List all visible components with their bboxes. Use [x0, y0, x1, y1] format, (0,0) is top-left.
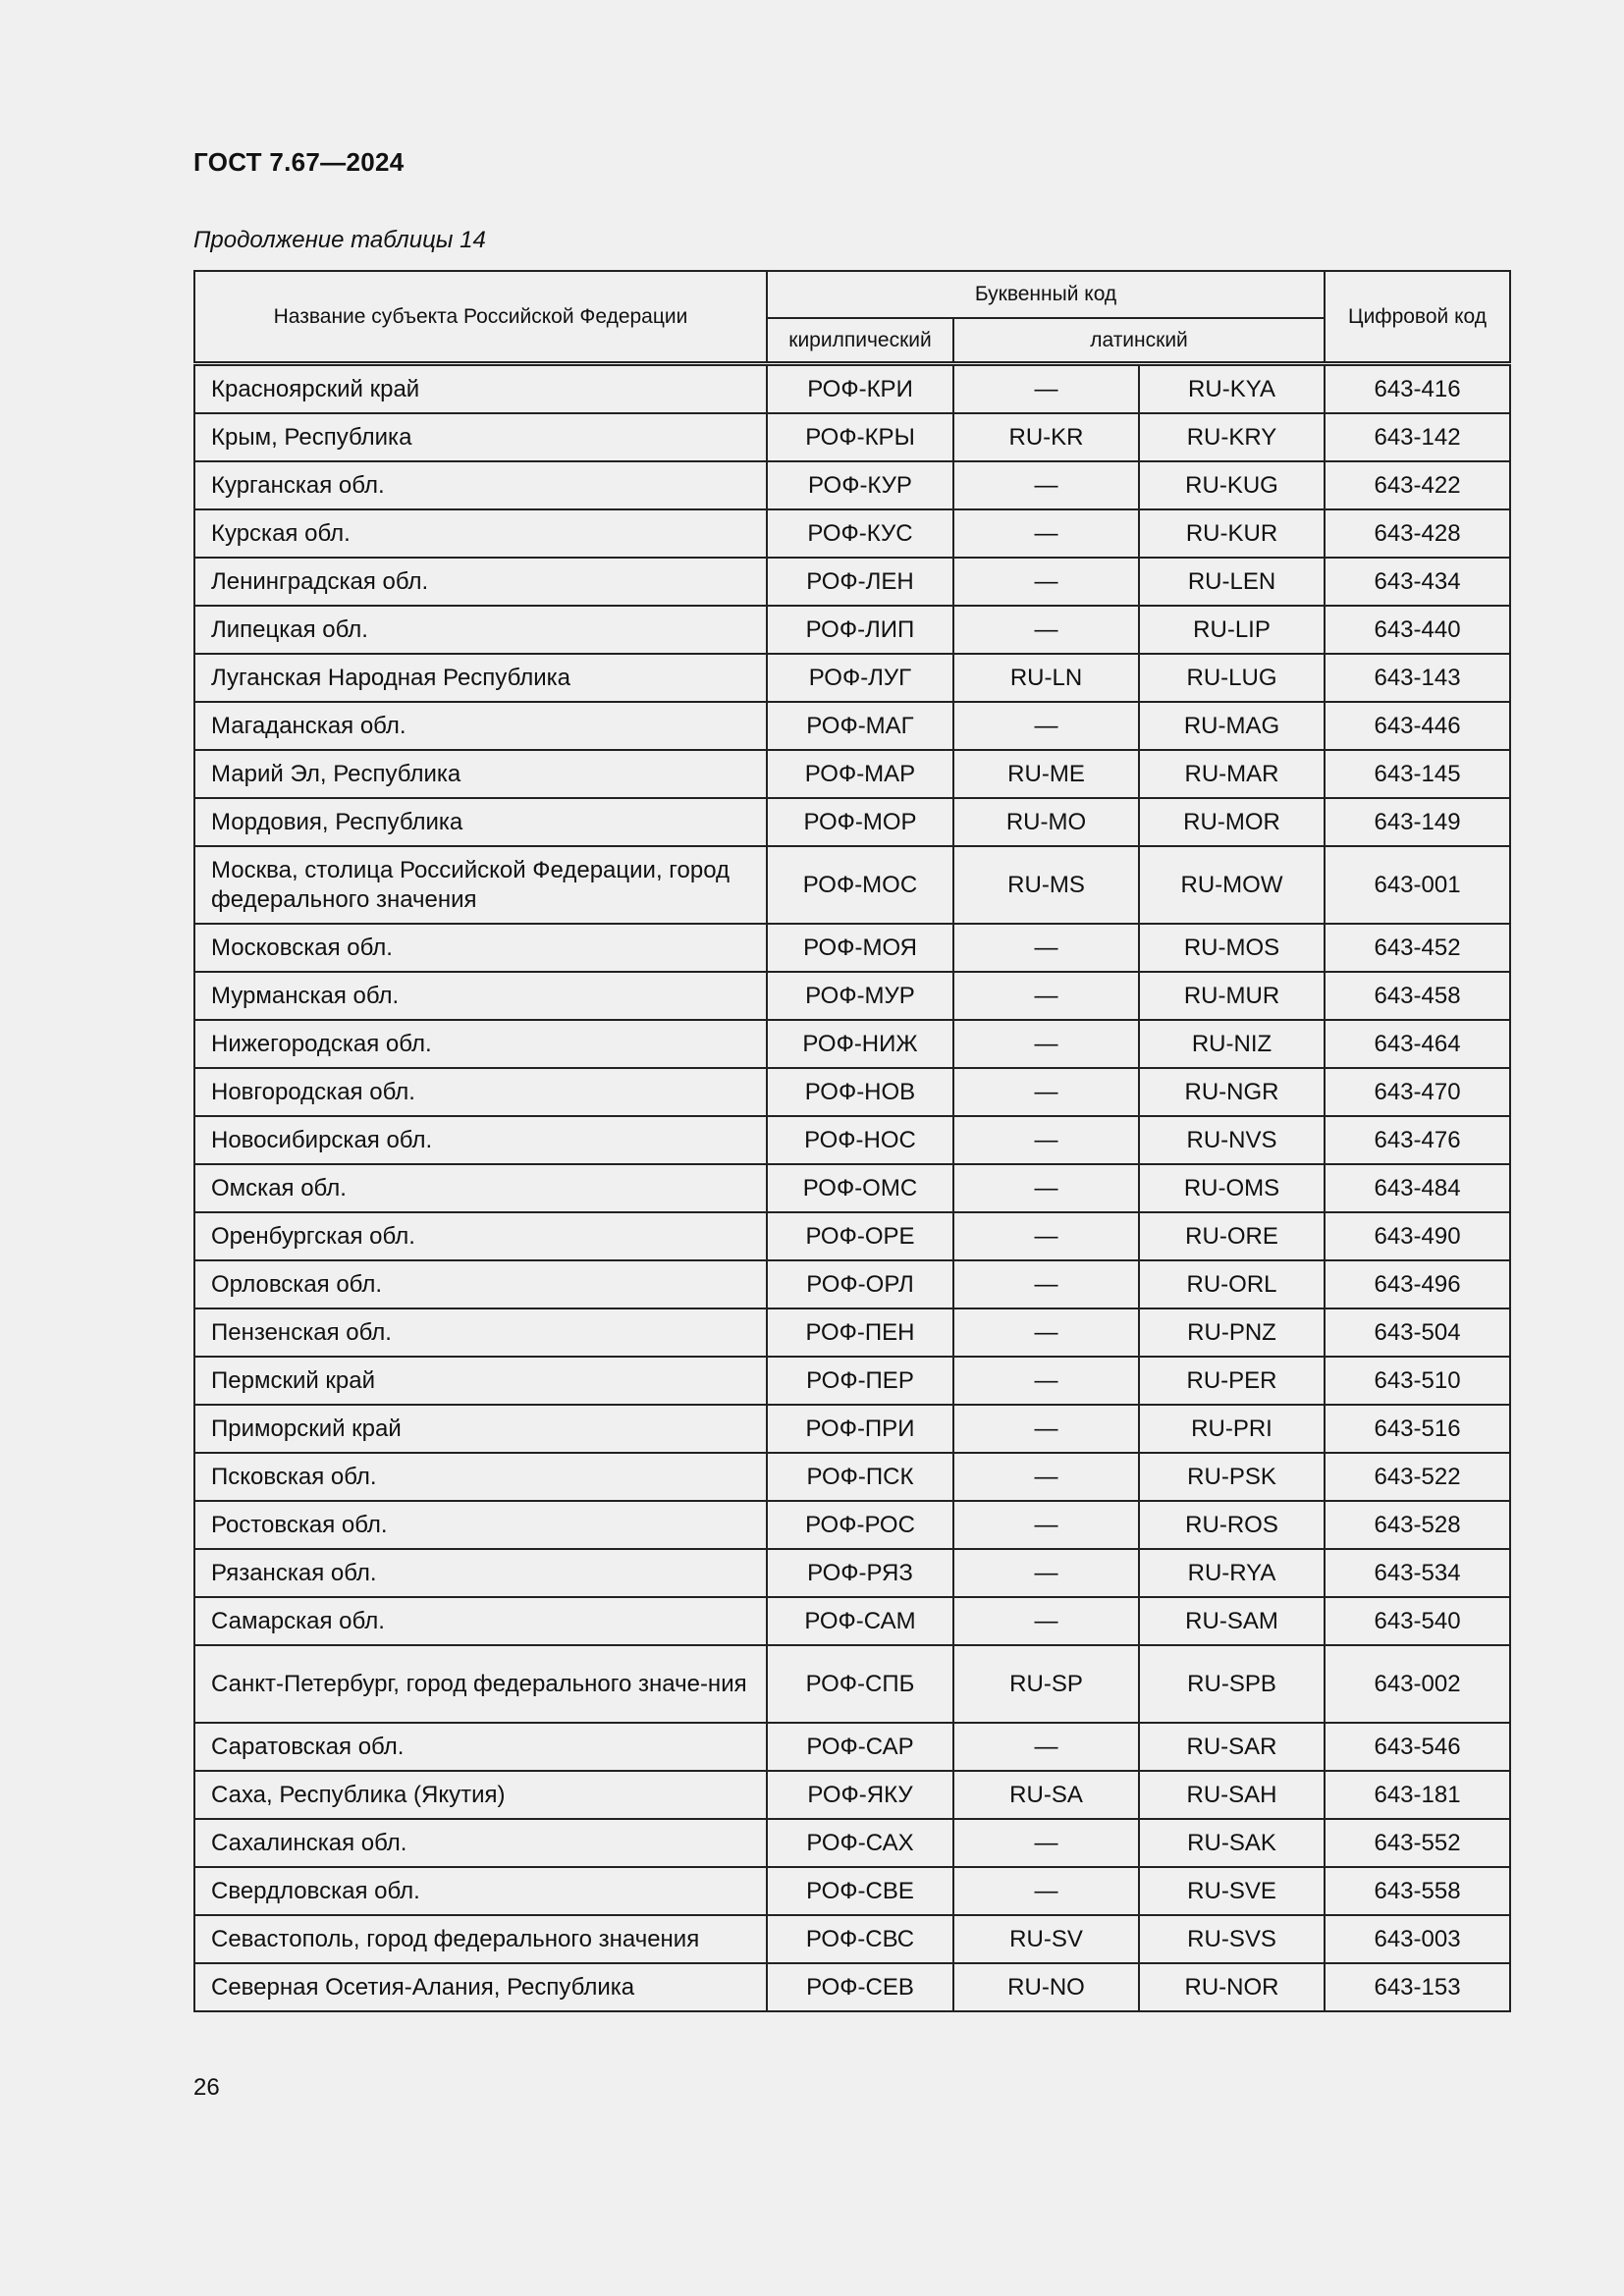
- region-name-cell: Северная Осетия-Алания, Республика: [194, 1963, 767, 2011]
- table-row: [194, 1357, 1510, 1405]
- numeric-code-cell: 643-428: [1325, 509, 1510, 558]
- latin-code-2-cell: RU-LN: [953, 654, 1139, 702]
- region-name-cell: Луганская Народная Республика: [194, 654, 767, 702]
- cyrillic-code-cell: РОФ-ПЕН: [767, 1308, 953, 1357]
- region-name-cell: Рязанская обл.: [194, 1549, 767, 1597]
- numeric-code-cell: 643-440: [1325, 606, 1510, 654]
- latin-code-2-cell: —: [953, 972, 1139, 1020]
- table-row: [194, 1915, 1510, 1963]
- region-name-cell: Нижегородская обл.: [194, 1020, 767, 1068]
- latin-code-3-cell: RU-MOR: [1139, 798, 1325, 846]
- region-name-cell: Мурманская обл.: [194, 972, 767, 1020]
- latin-code-3-cell: RU-MOW: [1139, 846, 1325, 924]
- numeric-code-cell: 643-003: [1325, 1915, 1510, 1963]
- region-name-cell: Орловская обл.: [194, 1260, 767, 1308]
- region-name-cell: Пензенская обл.: [194, 1308, 767, 1357]
- table-row: [194, 1963, 1510, 2011]
- numeric-code-cell: 643-484: [1325, 1164, 1510, 1212]
- latin-code-2-cell: —: [953, 1549, 1139, 1597]
- numeric-code-cell: 643-504: [1325, 1308, 1510, 1357]
- region-name-cell: Санкт-Петербург, город федерального значе-ния: [194, 1645, 767, 1723]
- table-row: [194, 1819, 1510, 1867]
- header-name: Название субъекта Российской Федерации: [194, 271, 767, 364]
- table-row: [194, 1549, 1510, 1597]
- table-row: [194, 972, 1510, 1020]
- latin-code-3-cell: RU-KUG: [1139, 461, 1325, 509]
- numeric-code-cell: 643-153: [1325, 1963, 1510, 2011]
- latin-code-2-cell: RU-KR: [953, 413, 1139, 461]
- region-name-cell: Ленинградская обл.: [194, 558, 767, 606]
- table-row: [194, 1116, 1510, 1164]
- regions-table: [193, 270, 1511, 2012]
- latin-code-3-cell: RU-SAR: [1139, 1723, 1325, 1771]
- region-name-cell: Крым, Республика: [194, 413, 767, 461]
- cyrillic-code-cell: РОФ-КУС: [767, 509, 953, 558]
- table-row: [194, 1723, 1510, 1771]
- latin-code-3-cell: RU-PER: [1139, 1357, 1325, 1405]
- table-row: [194, 750, 1510, 798]
- latin-code-2-cell: —: [953, 1068, 1139, 1116]
- cyrillic-code-cell: РОФ-ПРИ: [767, 1405, 953, 1453]
- table-row: [194, 1867, 1510, 1915]
- table-body: [194, 364, 1510, 2012]
- region-name-cell: Саха, Республика (Якутия): [194, 1771, 767, 1819]
- table-row: [194, 1020, 1510, 1068]
- cyrillic-code-cell: РОФ-ЯКУ: [767, 1771, 953, 1819]
- latin-code-2-cell: —: [953, 1164, 1139, 1212]
- latin-code-2-cell: —: [953, 1723, 1139, 1771]
- latin-code-3-cell: RU-OMS: [1139, 1164, 1325, 1212]
- cyrillic-code-cell: РОФ-РЯЗ: [767, 1549, 953, 1597]
- numeric-code-cell: 643-181: [1325, 1771, 1510, 1819]
- cyrillic-code-cell: РОФ-ПСК: [767, 1453, 953, 1501]
- region-name-cell: Севастополь, город федерального значения: [194, 1915, 767, 1963]
- region-name-cell: Курская обл.: [194, 509, 767, 558]
- table-row: [194, 1771, 1510, 1819]
- region-name-cell: Московская обл.: [194, 924, 767, 972]
- cyrillic-code-cell: РОФ-ОМС: [767, 1164, 953, 1212]
- numeric-code-cell: 643-452: [1325, 924, 1510, 972]
- numeric-code-cell: 643-143: [1325, 654, 1510, 702]
- numeric-code-cell: 643-540: [1325, 1597, 1510, 1645]
- latin-code-2-cell: —: [953, 364, 1139, 414]
- numeric-code-cell: 643-510: [1325, 1357, 1510, 1405]
- numeric-code-cell: 643-496: [1325, 1260, 1510, 1308]
- latin-code-3-cell: RU-KUR: [1139, 509, 1325, 558]
- cyrillic-code-cell: РОФ-ЛУГ: [767, 654, 953, 702]
- cyrillic-code-cell: РОФ-НИЖ: [767, 1020, 953, 1068]
- table-row: [194, 509, 1510, 558]
- numeric-code-cell: 643-516: [1325, 1405, 1510, 1453]
- cyrillic-code-cell: РОФ-МОС: [767, 846, 953, 924]
- region-name-cell: Липецкая обл.: [194, 606, 767, 654]
- region-name-cell: Новосибирская обл.: [194, 1116, 767, 1164]
- latin-code-3-cell: RU-SAK: [1139, 1819, 1325, 1867]
- cyrillic-code-cell: РОФ-САМ: [767, 1597, 953, 1645]
- header-cyrillic: кирилпический: [767, 318, 953, 364]
- table-row: [194, 461, 1510, 509]
- cyrillic-code-cell: РОФ-ЛЕН: [767, 558, 953, 606]
- latin-code-2-cell: —: [953, 1020, 1139, 1068]
- latin-code-2-cell: RU-SV: [953, 1915, 1139, 1963]
- numeric-code-cell: 643-522: [1325, 1453, 1510, 1501]
- cyrillic-code-cell: РОФ-МОР: [767, 798, 953, 846]
- latin-code-2-cell: RU-SA: [953, 1771, 1139, 1819]
- page-number: 26: [193, 2074, 220, 2101]
- table-row: [194, 558, 1510, 606]
- region-name-cell: Марий Эл, Республика: [194, 750, 767, 798]
- latin-code-2-cell: RU-MO: [953, 798, 1139, 846]
- latin-code-3-cell: RU-PSK: [1139, 1453, 1325, 1501]
- region-name-cell: Мордовия, Республика: [194, 798, 767, 846]
- cyrillic-code-cell: РОФ-КУР: [767, 461, 953, 509]
- numeric-code-cell: 643-546: [1325, 1723, 1510, 1771]
- region-name-cell: Курганская обл.: [194, 461, 767, 509]
- header-letter-code: Буквенный код: [767, 271, 1325, 318]
- latin-code-2-cell: —: [953, 1260, 1139, 1308]
- numeric-code-cell: 643-458: [1325, 972, 1510, 1020]
- latin-code-3-cell: RU-KYA: [1139, 364, 1325, 414]
- cyrillic-code-cell: РОФ-КРИ: [767, 364, 953, 414]
- numeric-code-cell: 643-528: [1325, 1501, 1510, 1549]
- table-row: [194, 798, 1510, 846]
- cyrillic-code-cell: РОФ-САХ: [767, 1819, 953, 1867]
- region-name-cell: Оренбургская обл.: [194, 1212, 767, 1260]
- latin-code-3-cell: RU-SVS: [1139, 1915, 1325, 1963]
- cyrillic-code-cell: РОФ-ОРЛ: [767, 1260, 953, 1308]
- numeric-code-cell: 643-558: [1325, 1867, 1510, 1915]
- region-name-cell: Ростовская обл.: [194, 1501, 767, 1549]
- latin-code-2-cell: —: [953, 1405, 1139, 1453]
- latin-code-3-cell: RU-NVS: [1139, 1116, 1325, 1164]
- numeric-code-cell: 643-416: [1325, 364, 1510, 414]
- numeric-code-cell: 643-422: [1325, 461, 1510, 509]
- cyrillic-code-cell: РОФ-САР: [767, 1723, 953, 1771]
- cyrillic-code-cell: РОФ-НОВ: [767, 1068, 953, 1116]
- cyrillic-code-cell: РОФ-СВЕ: [767, 1867, 953, 1915]
- latin-code-2-cell: —: [953, 558, 1139, 606]
- cyrillic-code-cell: РОФ-СЕВ: [767, 1963, 953, 2011]
- numeric-code-cell: 643-476: [1325, 1116, 1510, 1164]
- region-name-cell: Москва, столица Российской Федерации, город федерального значения: [194, 846, 767, 924]
- region-name-cell: Свердловская обл.: [194, 1867, 767, 1915]
- latin-code-3-cell: RU-ROS: [1139, 1501, 1325, 1549]
- header-numeric-code: Цифровой код: [1325, 271, 1510, 364]
- table-row: [194, 1453, 1510, 1501]
- table-row: [194, 1212, 1510, 1260]
- table-row: [194, 1308, 1510, 1357]
- numeric-code-cell: 643-552: [1325, 1819, 1510, 1867]
- latin-code-3-cell: RU-PNZ: [1139, 1308, 1325, 1357]
- latin-code-2-cell: —: [953, 702, 1139, 750]
- region-name-cell: Саратовская обл.: [194, 1723, 767, 1771]
- latin-code-3-cell: RU-NOR: [1139, 1963, 1325, 2011]
- cyrillic-code-cell: РОФ-МАР: [767, 750, 953, 798]
- latin-code-2-cell: —: [953, 1597, 1139, 1645]
- latin-code-2-cell: —: [953, 1501, 1139, 1549]
- latin-code-2-cell: —: [953, 1212, 1139, 1260]
- region-name-cell: Омская обл.: [194, 1164, 767, 1212]
- region-name-cell: Пермский край: [194, 1357, 767, 1405]
- latin-code-2-cell: —: [953, 1116, 1139, 1164]
- table-caption: Продолжение таблицы 14: [193, 227, 486, 253]
- table-row: [194, 606, 1510, 654]
- latin-code-3-cell: RU-SVE: [1139, 1867, 1325, 1915]
- numeric-code-cell: 643-149: [1325, 798, 1510, 846]
- latin-code-2-cell: —: [953, 924, 1139, 972]
- latin-code-3-cell: RU-RYA: [1139, 1549, 1325, 1597]
- latin-code-3-cell: RU-SAM: [1139, 1597, 1325, 1645]
- latin-code-3-cell: RU-NGR: [1139, 1068, 1325, 1116]
- region-name-cell: Псковская обл.: [194, 1453, 767, 1501]
- latin-code-2-cell: —: [953, 1453, 1139, 1501]
- cyrillic-code-cell: РОФ-МОЯ: [767, 924, 953, 972]
- numeric-code-cell: 643-001: [1325, 846, 1510, 924]
- latin-code-2-cell: —: [953, 1357, 1139, 1405]
- cyrillic-code-cell: РОФ-ПЕР: [767, 1357, 953, 1405]
- table-row: [194, 1645, 1510, 1723]
- latin-code-2-cell: RU-ME: [953, 750, 1139, 798]
- table-row: [194, 1597, 1510, 1645]
- cyrillic-code-cell: РОФ-РОС: [767, 1501, 953, 1549]
- region-name-cell: Магаданская обл.: [194, 702, 767, 750]
- latin-code-3-cell: RU-SPB: [1139, 1645, 1325, 1723]
- numeric-code-cell: 643-002: [1325, 1645, 1510, 1723]
- region-name-cell: Сахалинская обл.: [194, 1819, 767, 1867]
- numeric-code-cell: 643-534: [1325, 1549, 1510, 1597]
- latin-code-3-cell: RU-NIZ: [1139, 1020, 1325, 1068]
- table-row: [194, 924, 1510, 972]
- numeric-code-cell: 643-446: [1325, 702, 1510, 750]
- table-row: [194, 846, 1510, 924]
- cyrillic-code-cell: РОФ-СПБ: [767, 1645, 953, 1723]
- latin-code-3-cell: RU-ORL: [1139, 1260, 1325, 1308]
- latin-code-3-cell: RU-LUG: [1139, 654, 1325, 702]
- numeric-code-cell: 643-490: [1325, 1212, 1510, 1260]
- latin-code-3-cell: RU-MOS: [1139, 924, 1325, 972]
- cyrillic-code-cell: РОФ-МАГ: [767, 702, 953, 750]
- header-latin: латинский: [953, 318, 1325, 364]
- latin-code-3-cell: RU-PRI: [1139, 1405, 1325, 1453]
- latin-code-2-cell: —: [953, 509, 1139, 558]
- latin-code-3-cell: RU-MUR: [1139, 972, 1325, 1020]
- numeric-code-cell: 643-434: [1325, 558, 1510, 606]
- region-name-cell: Новгородская обл.: [194, 1068, 767, 1116]
- latin-code-2-cell: —: [953, 1867, 1139, 1915]
- numeric-code-cell: 643-145: [1325, 750, 1510, 798]
- numeric-code-cell: 643-470: [1325, 1068, 1510, 1116]
- cyrillic-code-cell: РОФ-НОС: [767, 1116, 953, 1164]
- cyrillic-code-cell: РОФ-ЛИП: [767, 606, 953, 654]
- latin-code-3-cell: RU-SAH: [1139, 1771, 1325, 1819]
- cyrillic-code-cell: РОФ-МУР: [767, 972, 953, 1020]
- latin-code-2-cell: RU-SP: [953, 1645, 1139, 1723]
- table-row: [194, 1260, 1510, 1308]
- latin-code-3-cell: RU-KRY: [1139, 413, 1325, 461]
- table-row: [194, 1164, 1510, 1212]
- latin-code-2-cell: —: [953, 606, 1139, 654]
- latin-code-2-cell: RU-NO: [953, 1963, 1139, 2011]
- table-row: [194, 1501, 1510, 1549]
- cyrillic-code-cell: РОФ-СВС: [767, 1915, 953, 1963]
- table-row: [194, 1068, 1510, 1116]
- region-name-cell: Красноярский край: [194, 364, 767, 414]
- latin-code-2-cell: —: [953, 1308, 1139, 1357]
- table-row: [194, 413, 1510, 461]
- latin-code-2-cell: —: [953, 461, 1139, 509]
- cyrillic-code-cell: РОФ-ОРЕ: [767, 1212, 953, 1260]
- numeric-code-cell: 643-142: [1325, 413, 1510, 461]
- table-row: [194, 702, 1510, 750]
- region-name-cell: Самарская обл.: [194, 1597, 767, 1645]
- latin-code-3-cell: RU-LEN: [1139, 558, 1325, 606]
- latin-code-2-cell: —: [953, 1819, 1139, 1867]
- latin-code-2-cell: RU-MS: [953, 846, 1139, 924]
- latin-code-3-cell: RU-MAG: [1139, 702, 1325, 750]
- table-row: [194, 364, 1510, 414]
- numeric-code-cell: 643-464: [1325, 1020, 1510, 1068]
- latin-code-3-cell: RU-MAR: [1139, 750, 1325, 798]
- cyrillic-code-cell: РОФ-КРЫ: [767, 413, 953, 461]
- region-name-cell: Приморский край: [194, 1405, 767, 1453]
- latin-code-3-cell: RU-ORE: [1139, 1212, 1325, 1260]
- table-row: [194, 1405, 1510, 1453]
- table-row: [194, 654, 1510, 702]
- latin-code-3-cell: RU-LIP: [1139, 606, 1325, 654]
- document-header: ГОСТ 7.67—2024: [193, 147, 405, 177]
